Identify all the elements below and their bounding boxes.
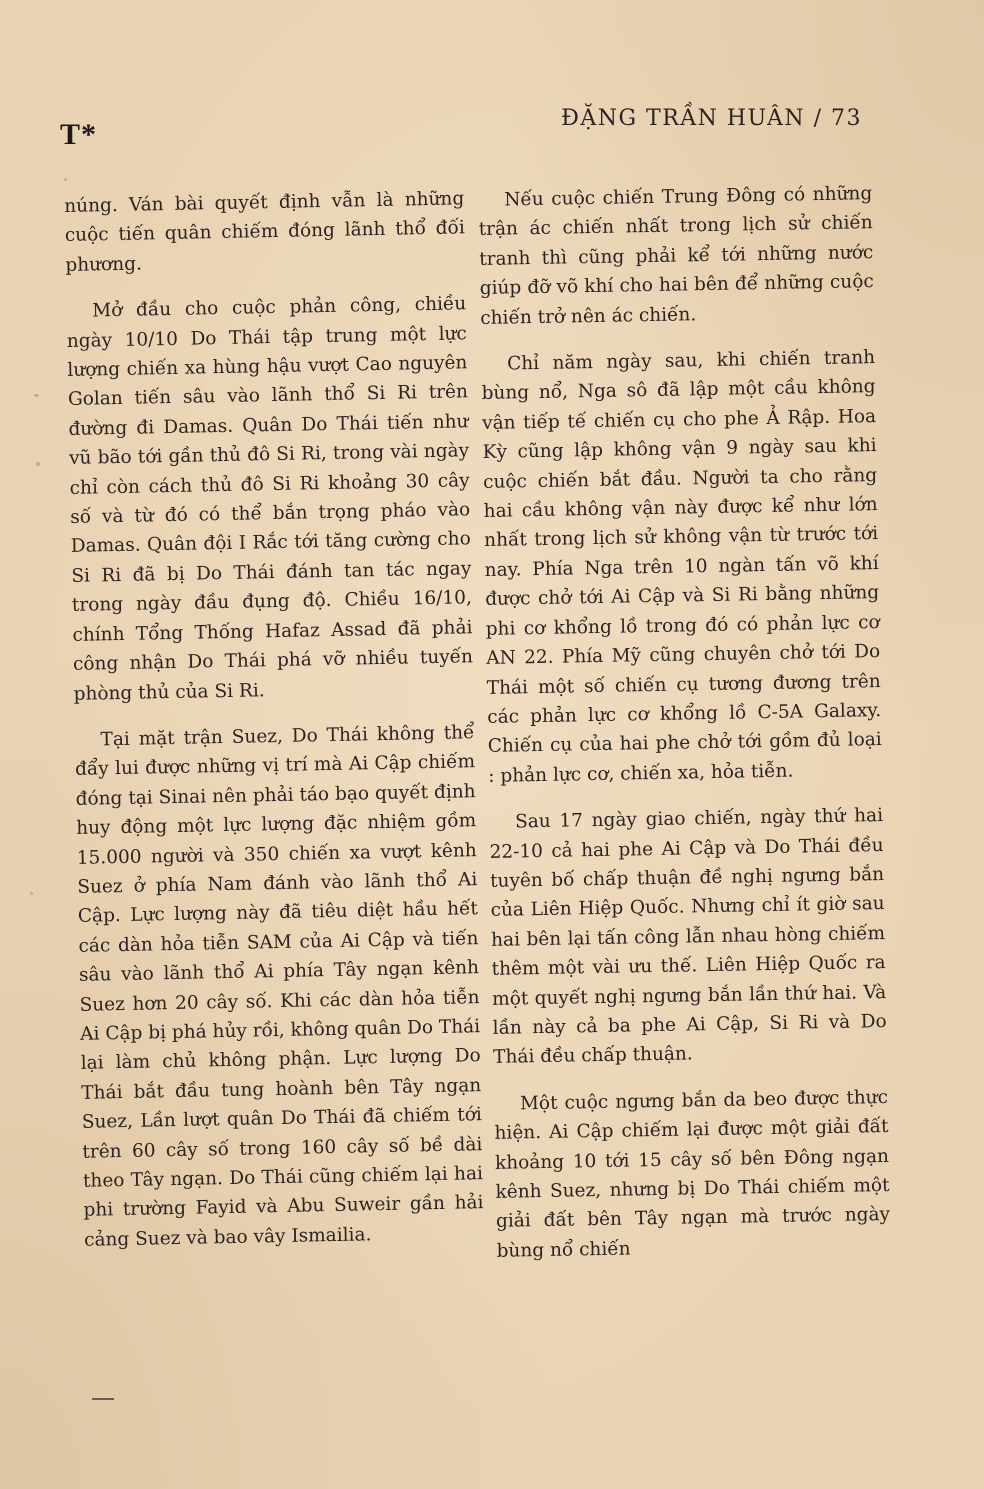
paper-speck — [36, 462, 40, 466]
paragraph: Tại mặt trận Suez, Do Thái không thể đẩy lui được những vị trí mà Ai Cập chiếm đóng tại Sinai nên phải táo bạo quyết định huy động một lực lượng đặc nhiệm gồm 15.000 người và 350 chiến xa vượt kênh Suez ở phía Nam đánh vào lãnh thổ Ai Cập. Lực lượng này đã tiêu diệt hầu hết các dàn hỏa tiễn SAM của Ai Cập và tiến sâu vào lãnh thổ Ai phía Tây ngạn kênh Suez hơn 20 cây số. Khi các dàn hỏa tiễn Ai Cập bị phá hủy rồi, không quân Do Thái lại làm chủ không phận. Lực lượng Do Thái bắt đầu tung hoành bên Tây ngạn Suez, Lần lượt quân Do Thái đã chiếm tới trên 60 cây số trong 160 cây số bề dài theo Tây ngạn. Do Thái cũng chiếm lại hai phi trường Fayid và Abu Suweir gần hải cảng Suez và bao vây Ismailia. — [74, 722, 484, 1251]
paragraph: Nếu cuộc chiến Trung Đông có những trận ác chiến nhất trong lịch sử chiến tranh thì cũng phải kể tới những nước giúp đỡ võ khí cho hai bên để những cuộc chiến trở nên ác chiến. — [478, 183, 874, 329]
ink-dash — [92, 1398, 114, 1400]
running-header: ĐẶNG TRẦN HUÂN / 73 — [561, 106, 862, 131]
paragraph: núng. Ván bài quyết định vẫn là những cuộc tiến quân chiếm đóng lãnh thổ đối phương. — [64, 188, 465, 276]
printer-signature-mark: T* — [60, 118, 98, 151]
left-column — [64, 184, 485, 1272]
paper-speck — [34, 394, 39, 397]
paragraph: Một cuộc ngưng bắn da beo được thực hiện. Ai Cập chiếm lại được một giải đất khoảng 10 tới 15 cây số bên Đông ngạn kênh Suez, nhưng bị Do Thái chiếm một giải đất bên Tây ngạn mà trước ngày bùng nổ chiến — [494, 1086, 891, 1262]
paragraph: Sau 17 ngày giao chiến, ngày thứ hai 22-10 cả hai phe Ai Cập và Do Thái đều tuyên bố chấp thuận đề nghị ngưng bắn của Liên Hiệp Quốc. Nhưng chỉ ít giờ sau hai bên lại tấn công lẫn nhau hòng chiếm thêm một vài ưu thế. Liên Hiệp Quốc ra một quyết nghị ngưng bắn lần thứ hai. Và lần này cả ba phe Ai Cập, Si Ri và Do Thái đều chấp thuận. — [489, 805, 887, 1069]
paper-speck — [30, 892, 33, 895]
paper-speck — [64, 178, 67, 181]
right-column — [478, 179, 891, 1283]
paragraph: Chỉ năm ngày sau, khi chiến tranh bùng nổ, Nga sô đã lập một cầu không vận tiếp tế chiến cụ cho phe Ả Rập. Hoa Kỳ cũng lập không vận 9 ngày sau khi cuộc chiến bắt đầu. Người ta cho rằng hai cầu không vận này được kể như lớn nhất trong lịch sử không vận từ trước tới nay. Phía Nga trên 10 ngàn tấn võ khí được chở tới Ai Cập và Si Ri bằng những phi cơ khổng lồ trong đó có phản lực cơ AN 22. Phía Mỹ cũng chuyên chở tới Do Thái một số chiến cụ tương đương trên các phản lực cơ khổng lồ C-5A Galaxy. Chiến cụ của hai phe chở tới gồm đủ loại : phản lực cơ, chiến xa, hỏa tiễn. — [481, 347, 882, 787]
paragraph: Mở đầu cho cuộc phản công, chiều ngày 10/10 Do Thái tập trung một lực lượng chiến xa hùng hậu vượt Cao nguyên Golan tiến sâu vào lãnh thổ Si Ri trên đường đi Damas. Quân Do Thái tiến như vũ bão tới gần thủ đô Si Ri, trong vài ngày chỉ còn cách thủ đô Si Ri khoảng 30 cây số và từ đó có thể bắn trọng pháo vào Damas. Quân đội I Rắc tới tăng cường cho Si Ri đã bị Do Thái đánh tan tác ngay trong ngày đầu đụng độ. Chiều 16/10, chính Tổng Thống Hafaz Assad đã phải công nhận Do Thái phá vỡ nhiều tuyến phòng thủ của Si Ri. — [66, 293, 474, 705]
